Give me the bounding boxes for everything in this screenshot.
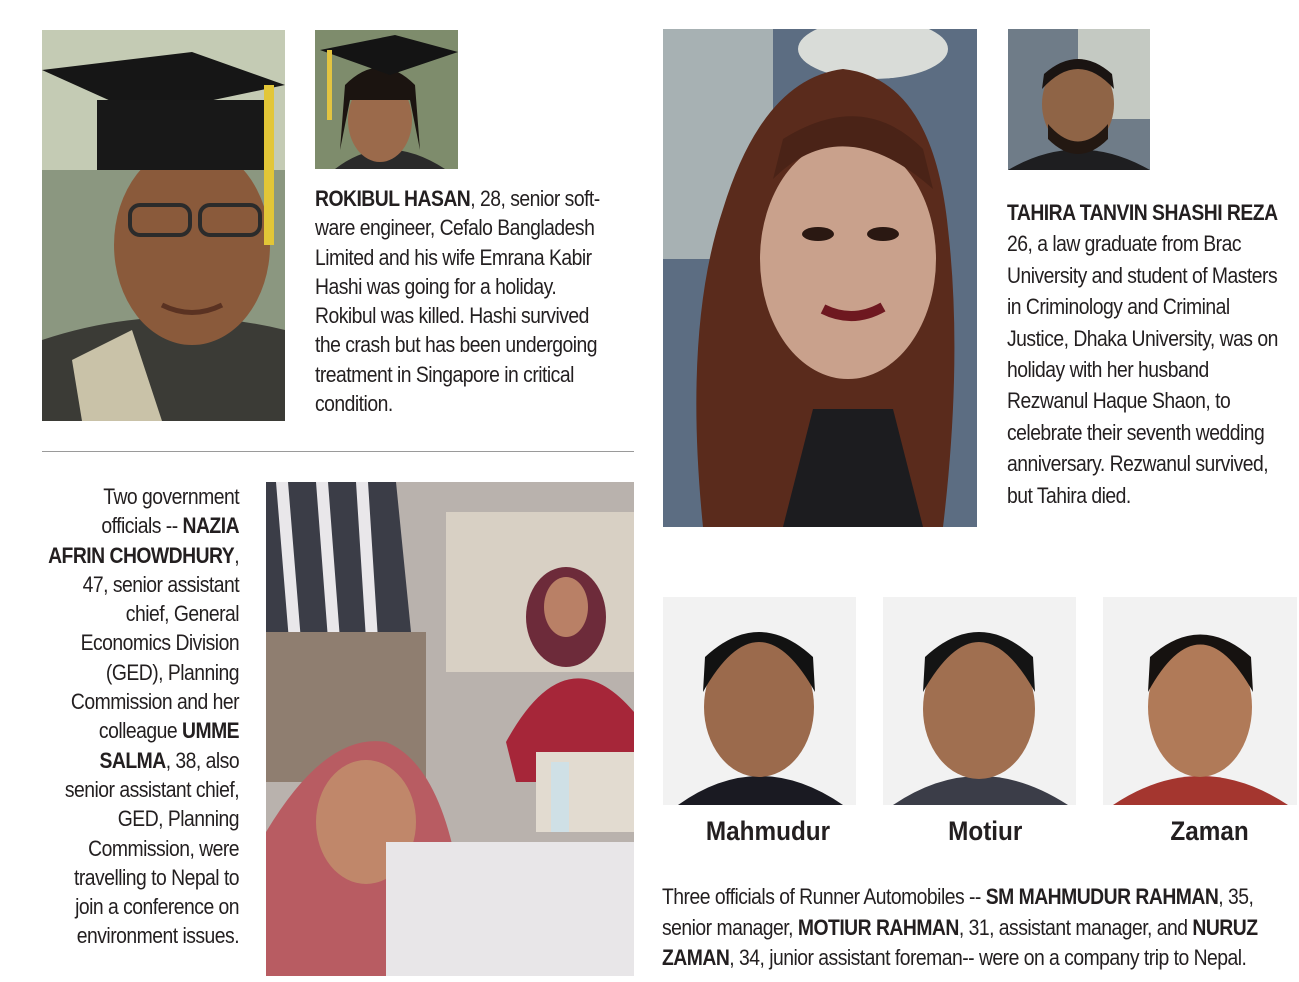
officials-caption-line (48, 746, 239, 775)
nazia-and-umme-photo (266, 482, 634, 976)
mahmudur-photo (663, 597, 856, 805)
section-divider (42, 451, 634, 452)
umme-name: UMME (181, 718, 239, 744)
officials-caption-line: Commission and her (70, 689, 239, 715)
motiur-name-label: Motiur (948, 816, 1023, 846)
tahira-caption (1007, 197, 1278, 511)
rokibul-caption-line (315, 184, 600, 213)
zaman-full-name: ZAMAN (662, 945, 730, 970)
officials-caption-line: 47, senior assistant (82, 571, 239, 597)
runner-text: Three officials of Runner Automobiles -- (662, 884, 986, 909)
rokibul-caption (315, 184, 600, 418)
officials-caption-line (48, 541, 239, 570)
officials-text: , 38, also (165, 747, 239, 773)
tahira-caption-line: Rezwanul Haque Shaon, to (1007, 388, 1231, 414)
officials-caption-line: join a conference on (75, 894, 240, 920)
runner-text: senior manager, (662, 914, 798, 940)
tahira-name (1007, 197, 1278, 228)
runner-caption-line (662, 882, 1258, 913)
rokibul-caption-line: Limited and his wife Emrana Kabir (315, 244, 592, 270)
rokibul-caption-line: Rokibul was killed. Hashi survived (315, 303, 589, 329)
nazia-name: AFRIN CHOWDHURY (48, 542, 235, 568)
officials-text: officials -- (101, 513, 183, 539)
runner-text: , 34, junior assistant foreman-- were on a company trip to Nepal. (729, 945, 1247, 970)
rokibul-hasan-photo (42, 30, 285, 421)
motiur-full-name: MOTIUR RAHMAN (797, 914, 959, 940)
tahira-caption-line: celebrate their seventh wedding (1007, 419, 1265, 445)
runner-text: , 31, assistant manager, and (958, 914, 1193, 940)
rokibul-caption-line: Hashi was going for a holiday. (315, 273, 557, 299)
officials-caption-line (48, 716, 239, 745)
tahira-caption-line: in Criminology and Criminal (1007, 294, 1230, 320)
officials-caption (48, 482, 239, 951)
rokibul-name: ROKIBUL HASAN (315, 186, 471, 211)
tahira-caption-line: Justice, Dhaka University, was on (1007, 325, 1278, 351)
officials-caption-line (48, 511, 239, 540)
officials-caption-line: travelling to Nepal to (73, 864, 240, 890)
zaman-full-name: NURUZ (1192, 914, 1258, 940)
tahira-caption-line: anniversary. Rezwanul survived, (1007, 451, 1269, 477)
tahira-caption-line: holiday with her husband (1007, 357, 1209, 383)
officials-caption-line: environment issues. (76, 923, 240, 949)
rokibul-text: , 28, senior soft- (470, 186, 600, 211)
officials-caption-line: GED, Planning (117, 806, 239, 832)
tahira-reza-photo (663, 29, 977, 527)
umme-name: SALMA (99, 747, 166, 773)
rokibul-caption-line: the crash but has been undergoing (315, 332, 598, 358)
runner-caption (662, 882, 1258, 974)
runner-caption-line (662, 943, 1258, 974)
officials-caption-line: Economics Division (80, 630, 239, 656)
zaman-photo (1103, 597, 1297, 805)
rokibul-caption-line: condition. (315, 391, 393, 417)
mahmudur-full-name: SM MAHMUDUR RAHMAN (985, 884, 1219, 909)
officials-text: , (234, 542, 239, 568)
rokibul-caption-line: treatment in Singapore in critical (315, 361, 574, 387)
rokibul-caption-line: ware engineer, Cefalo Bangladesh (315, 215, 595, 241)
tahira-caption-line: 26, a law graduate from Brac (1007, 231, 1242, 257)
mahmudur-name-label: Mahmudur (705, 816, 831, 846)
officials-text: colleague (98, 718, 182, 744)
emrana-kabir-hashi-photo (315, 30, 458, 169)
nazia-name: NAZIA (182, 513, 239, 539)
officials-caption-line: (GED), Planning (105, 659, 239, 685)
tahira-name-text: TAHIRA TANVIN SHASHI REZA (1007, 200, 1278, 225)
motiur-photo (883, 597, 1076, 805)
officials-caption-line: Two government (103, 484, 240, 509)
officials-caption-line: Commission, were (88, 835, 239, 861)
officials-caption-line: chief, General (125, 601, 239, 627)
runner-caption-line (662, 913, 1258, 944)
tahira-caption-line: but Tahira died. (1007, 482, 1131, 508)
runner-text: , 35, (1218, 884, 1254, 909)
officials-caption-line: senior assistant chief, (64, 776, 239, 802)
rezwanul-haque-shaon-photo (1008, 29, 1150, 170)
zaman-name-label: Zaman (1170, 816, 1249, 846)
tahira-caption-line: University and student of Masters (1007, 262, 1278, 288)
